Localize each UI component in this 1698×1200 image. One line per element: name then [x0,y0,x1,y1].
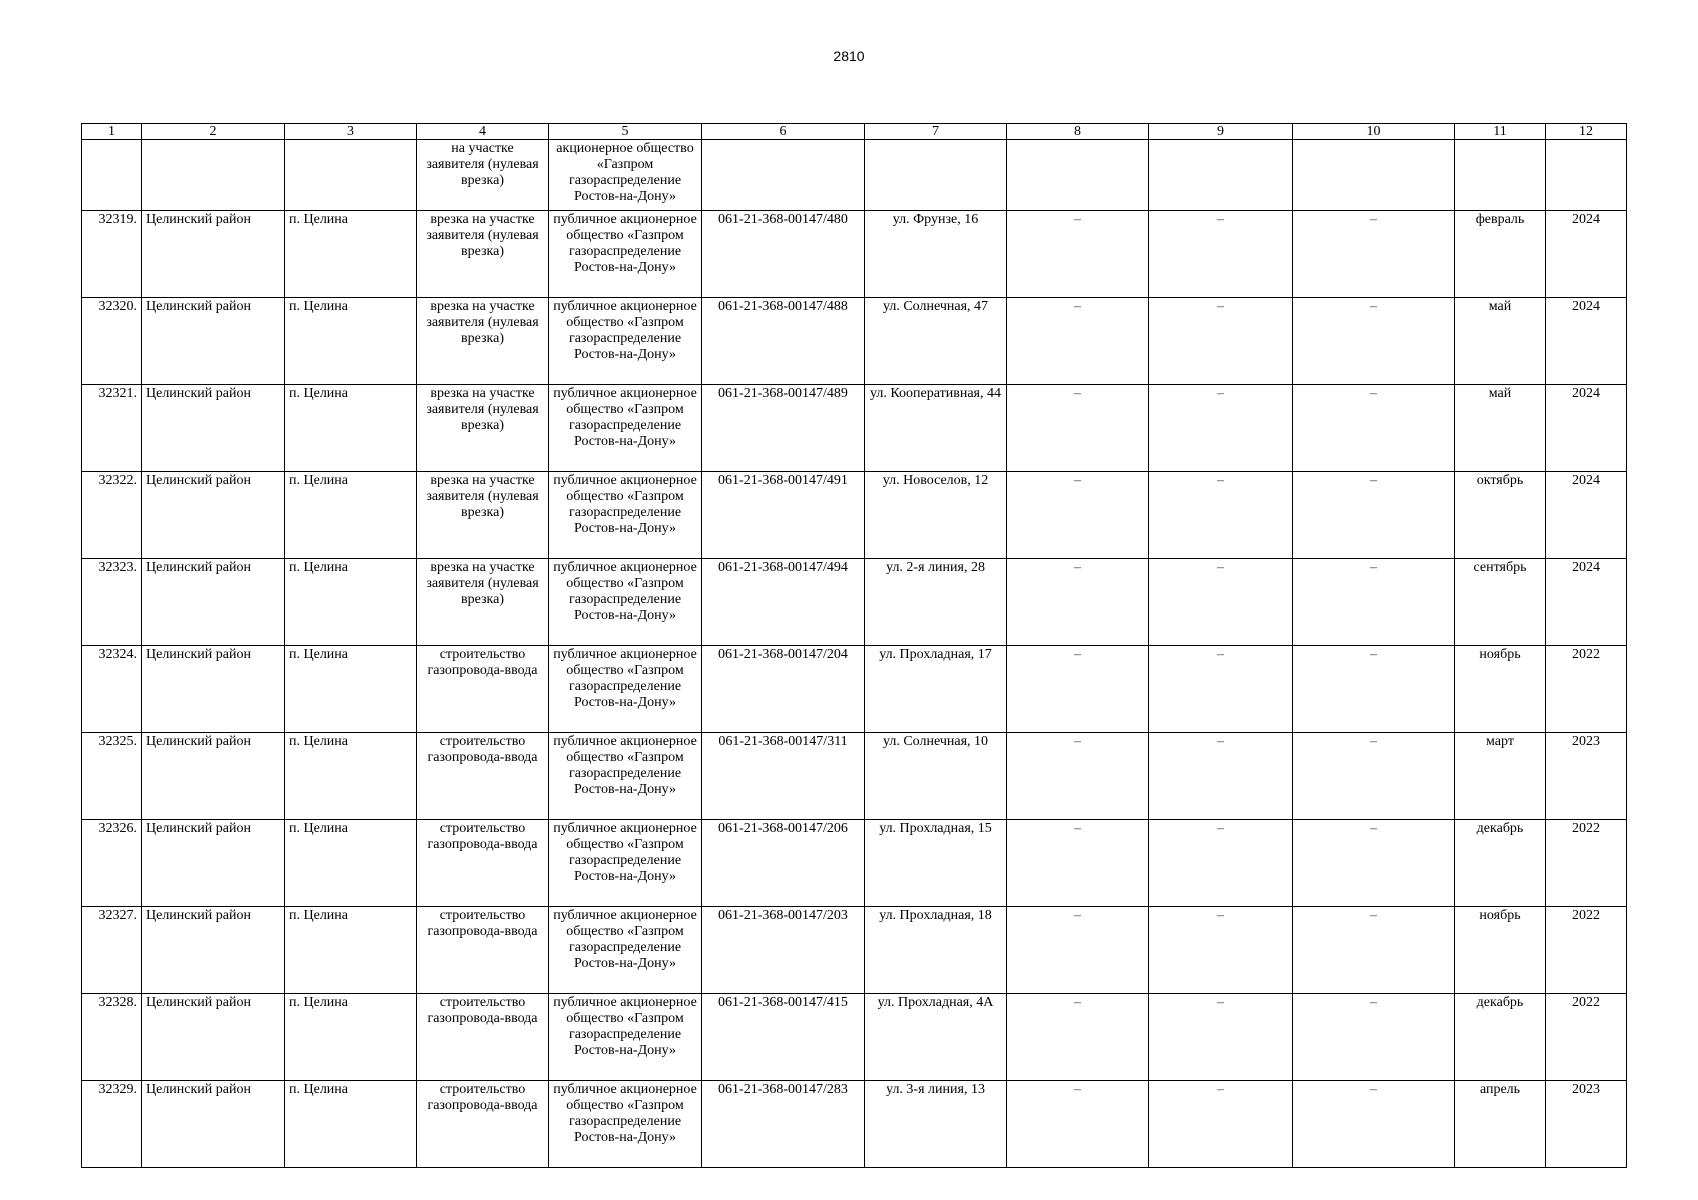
year-cell: 2024 [1546,472,1627,559]
operator-cell: публичное акционерное общество «Газпром газораспределение Ростов-на-Дону» [549,646,702,733]
table-row [82,994,1627,1081]
locality-cell: п. Целина [285,646,417,733]
address-cell: ул. 2-я линия, 28 [865,559,1007,646]
column-8-cell: – [1007,820,1149,907]
locality-cell: п. Целина [285,385,417,472]
district-cell: Целинский район [142,472,285,559]
work-type-cell: на участке заявителя (нулевая врезка) [417,140,549,211]
table-row [82,472,1627,559]
address-cell: ул. Новоселов, 12 [865,472,1007,559]
operator-cell: публичное акционерное общество «Газпром газораспределение Ростов-на-Дону» [549,733,702,820]
column-9-cell: – [1149,1081,1293,1168]
cell-empty [82,140,142,211]
cell-empty [1546,140,1627,211]
row-number-cell: 32329. [82,1081,142,1168]
column-10-cell: – [1293,472,1455,559]
column-8-cell: – [1007,733,1149,820]
operator-cell: публичное акционерное общество «Газпром газораспределение Ростов-на-Дону» [549,994,702,1081]
registry-table [81,123,1627,1168]
column-10-cell: – [1293,385,1455,472]
column-10-cell: – [1293,994,1455,1081]
district-cell: Целинский район [142,211,285,298]
work-type-cell: строительство газопровода-ввода [417,994,549,1081]
row-number-cell: 32326. [82,820,142,907]
operator-cell: публичное акционерное общество «Газпром газораспределение Ростов-на-Дону» [549,385,702,472]
page-number: 2810 [833,48,865,64]
registry-code-cell: 061-21-368-00147/203 [702,907,865,994]
table-row [82,646,1627,733]
year-cell: 2024 [1546,385,1627,472]
column-10-cell: – [1293,559,1455,646]
operator-cell: публичное акционерное общество «Газпром газораспределение Ростов-на-Дону» [549,211,702,298]
month-cell: ноябрь [1455,907,1546,994]
cell-empty [142,140,285,211]
column-8-cell: – [1007,1081,1149,1168]
work-type-cell: врезка на участке заявителя (нулевая врезка) [417,385,549,472]
table-row [82,559,1627,646]
year-cell: 2022 [1546,994,1627,1081]
column-number: 8 [1007,124,1149,140]
locality-cell: п. Целина [285,559,417,646]
registry-code-cell: 061-21-368-00147/480 [702,211,865,298]
column-8-cell: – [1007,385,1149,472]
table-row [82,385,1627,472]
work-type-cell: строительство газопровода-ввода [417,1081,549,1168]
district-cell: Целинский район [142,994,285,1081]
registry-code-cell: 061-21-368-00147/494 [702,559,865,646]
column-9-cell: – [1149,994,1293,1081]
row-number-cell: 32321. [82,385,142,472]
operator-cell: публичное акционерное общество «Газпром газораспределение Ростов-на-Дону» [549,907,702,994]
column-9-cell: – [1149,646,1293,733]
cell-empty [1293,140,1455,211]
work-type-cell: врезка на участке заявителя (нулевая врезка) [417,559,549,646]
row-number-cell: 32328. [82,994,142,1081]
column-9-cell: – [1149,472,1293,559]
year-cell: 2023 [1546,733,1627,820]
cell-empty [865,140,1007,211]
registry-code-cell: 061-21-368-00147/204 [702,646,865,733]
column-number: 9 [1149,124,1293,140]
column-8-cell: – [1007,646,1149,733]
column-number: 3 [285,124,417,140]
month-cell: октябрь [1455,472,1546,559]
registry-code-cell: 061-21-368-00147/488 [702,298,865,385]
registry-code-cell: 061-21-368-00147/415 [702,994,865,1081]
work-type-cell: врезка на участке заявителя (нулевая врезка) [417,211,549,298]
locality-cell: п. Целина [285,907,417,994]
table-row [82,820,1627,907]
district-cell: Целинский район [142,385,285,472]
table-row [82,1081,1627,1168]
column-8-cell: – [1007,559,1149,646]
year-cell: 2024 [1546,298,1627,385]
column-number: 10 [1293,124,1455,140]
column-number-header-row [82,124,1627,140]
cell-empty [285,140,417,211]
month-cell: май [1455,385,1546,472]
operator-cell: публичное акционерное общество «Газпром газораспределение Ростов-на-Дону» [549,559,702,646]
work-type-cell: строительство газопровода-ввода [417,907,549,994]
column-9-cell: – [1149,298,1293,385]
column-8-cell: – [1007,994,1149,1081]
locality-cell: п. Целина [285,1081,417,1168]
table-row [82,298,1627,385]
column-10-cell: – [1293,1081,1455,1168]
column-9-cell: – [1149,211,1293,298]
row-number-cell: 32323. [82,559,142,646]
registry-code-cell: 061-21-368-00147/489 [702,385,865,472]
address-cell: ул. Прохладная, 17 [865,646,1007,733]
column-9-cell: – [1149,733,1293,820]
row-number-cell: 32327. [82,907,142,994]
column-number: 1 [82,124,142,140]
work-type-cell: строительство газопровода-ввода [417,820,549,907]
work-type-cell: строительство газопровода-ввода [417,646,549,733]
district-cell: Целинский район [142,1081,285,1168]
column-9-cell: – [1149,907,1293,994]
year-cell: 2022 [1546,907,1627,994]
continuation-row [82,140,1627,211]
operator-cell: публичное акционерное общество «Газпром газораспределение Ростов-на-Дону» [549,472,702,559]
row-number-cell: 32325. [82,733,142,820]
operator-cell: публичное акционерное общество «Газпром газораспределение Ростов-на-Дону» [549,298,702,385]
month-cell: апрель [1455,1081,1546,1168]
cell-empty [1455,140,1546,211]
address-cell: ул. Кооперативная, 44 [865,385,1007,472]
column-number: 4 [417,124,549,140]
registry-code-cell: 061-21-368-00147/491 [702,472,865,559]
column-number: 6 [702,124,865,140]
district-cell: Целинский район [142,298,285,385]
registry-code-cell: 061-21-368-00147/283 [702,1081,865,1168]
work-type-cell: строительство газопровода-ввода [417,733,549,820]
row-number-cell: 32322. [82,472,142,559]
locality-cell: п. Целина [285,733,417,820]
work-type-cell: врезка на участке заявителя (нулевая врезка) [417,472,549,559]
district-cell: Целинский район [142,733,285,820]
month-cell: март [1455,733,1546,820]
address-cell: ул. Солнечная, 10 [865,733,1007,820]
column-number: 5 [549,124,702,140]
work-type-cell: врезка на участке заявителя (нулевая врезка) [417,298,549,385]
address-cell: ул. Прохладная, 18 [865,907,1007,994]
month-cell: сентябрь [1455,559,1546,646]
table-row [82,211,1627,298]
address-cell: ул. Прохладная, 15 [865,820,1007,907]
district-cell: Целинский район [142,646,285,733]
cell-empty [1149,140,1293,211]
address-cell: ул. Солнечная, 47 [865,298,1007,385]
cell-empty [1007,140,1149,211]
column-8-cell: – [1007,298,1149,385]
column-9-cell: – [1149,385,1293,472]
year-cell: 2024 [1546,211,1627,298]
month-cell: ноябрь [1455,646,1546,733]
district-cell: Целинский район [142,559,285,646]
registry-code-cell: 061-21-368-00147/311 [702,733,865,820]
column-8-cell: – [1007,472,1149,559]
column-10-cell: – [1293,646,1455,733]
locality-cell: п. Целина [285,211,417,298]
table-row [82,733,1627,820]
address-cell: ул. 3-я линия, 13 [865,1081,1007,1168]
column-10-cell: – [1293,820,1455,907]
column-9-cell: – [1149,559,1293,646]
table-row [82,907,1627,994]
month-cell: май [1455,298,1546,385]
column-10-cell: – [1293,733,1455,820]
district-cell: Целинский район [142,907,285,994]
operator-cell: публичное акционерное общество «Газпром газораспределение Ростов-на-Дону» [549,1081,702,1168]
month-cell: декабрь [1455,820,1546,907]
registry-code-cell: 061-21-368-00147/206 [702,820,865,907]
column-number: 7 [865,124,1007,140]
column-number: 11 [1455,124,1546,140]
column-10-cell: – [1293,298,1455,385]
column-10-cell: – [1293,907,1455,994]
column-8-cell: – [1007,211,1149,298]
operator-cell: публичное акционерное общество «Газпром газораспределение Ростов-на-Дону» [549,820,702,907]
row-number-cell: 32320. [82,298,142,385]
year-cell: 2023 [1546,1081,1627,1168]
operator-cell: акционерное общество «Газпром газораспределение Ростов-на-Дону» [549,140,702,211]
cell-empty [702,140,865,211]
column-number: 12 [1546,124,1627,140]
month-cell: февраль [1455,211,1546,298]
year-cell: 2024 [1546,559,1627,646]
column-10-cell: – [1293,211,1455,298]
year-cell: 2022 [1546,820,1627,907]
row-number-cell: 32319. [82,211,142,298]
locality-cell: п. Целина [285,820,417,907]
column-9-cell: – [1149,820,1293,907]
column-number: 2 [142,124,285,140]
district-cell: Целинский район [142,820,285,907]
row-number-cell: 32324. [82,646,142,733]
address-cell: ул. Фрунзе, 16 [865,211,1007,298]
month-cell: декабрь [1455,994,1546,1081]
column-8-cell: – [1007,907,1149,994]
locality-cell: п. Целина [285,994,417,1081]
year-cell: 2022 [1546,646,1627,733]
locality-cell: п. Целина [285,298,417,385]
locality-cell: п. Целина [285,472,417,559]
address-cell: ул. Прохладная, 4А [865,994,1007,1081]
